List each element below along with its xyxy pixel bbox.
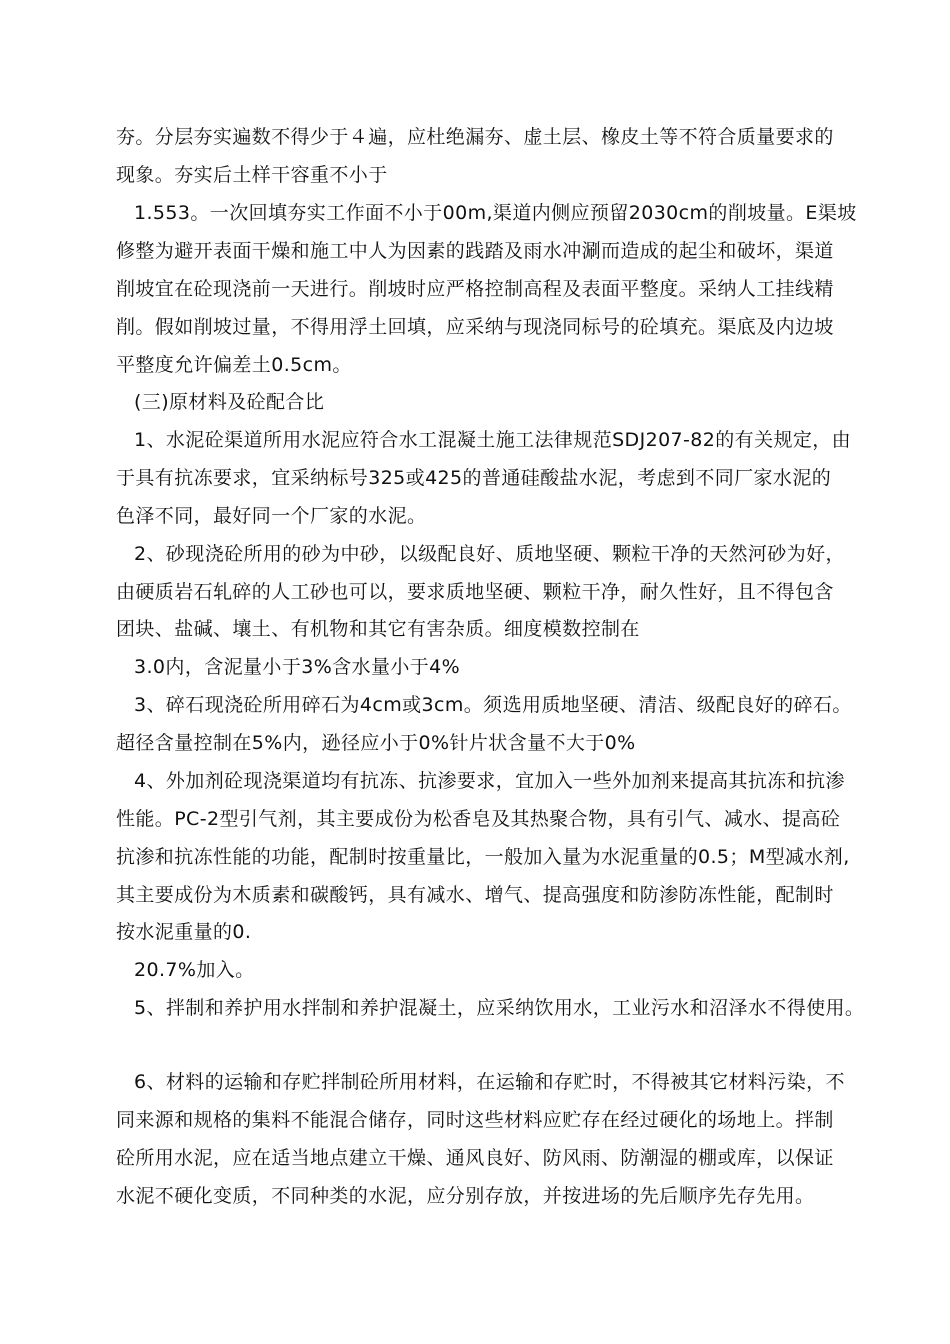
text-line: 砼所用水泥，应在适当地点建立干燥、通风良好、防风雨、防潮湿的棚或库，以保证 [116,1147,834,1169]
text-line: 其主要成份为木质素和碳酸钙，具有减水、增气、提高强度和防渗防冻性能，配制时 [116,884,834,906]
text-line: 20.7%加入。 [134,959,255,981]
text-line: 平整度允许偏差土0.5cm。 [116,354,352,376]
text-line: 水泥不硬化变质，不同种类的水泥，应分别存放，并按进场的先后顺序先存先用。 [116,1185,815,1207]
text-line: 于具有抗冻要求，宜采纳标号325或425的普通硅酸盐水泥，考虑到不同厂家水泥的 [116,467,832,489]
text-line: 色泽不同，最好同一个厂家的水泥。 [116,505,427,527]
text-line: 4、外加剂砼现浇渠道均有抗冻、抗渗要求，宜加入一些外加剂来提高其抗冻和抗渗 [134,770,845,792]
text-line: 由硬质岩石轧碎的人工砂也可以，要求质地坚硬、颗粒干净，耐久性好，且不得包含 [116,581,834,603]
text-line: 3、碎石现浇砼所用碎石为4cm或3cm。须选用质地坚硬、清洁、级配良好的碎石。 [134,694,852,716]
text-line: 修整为避开表面干燥和施工中人为因素的践踏及雨水冲涮而造成的起尘和破坏，渠道 [116,240,834,262]
text-line: 超径含量控制在5%内，逊径应小于0%针片状含量不大于0% [116,732,636,754]
text-line: 2、砂现浇砼所用的砂为中砂，以级配良好、质地坚硬、颗粒干净的天然河砂为好， [134,543,845,565]
text-line: 1.553。一次回填夯实工作面不小于00m,渠道内侧应预留2030cm的削坡量。E渠坡 [134,202,857,224]
text-line: 夯。分层夯实遍数不得少于４遍，应杜绝漏夯、虚土层、橡皮土等不符合质量要求的 [116,126,834,148]
section-heading: (三)原材料及砼配合比 [134,391,325,413]
text-line: 性能。PC-2型引气剂，其主要成份为松香皂及其热聚合物，具有引气、减水、提高砼 [116,808,841,830]
text-line: 按水泥重量的0. [116,921,252,943]
text-line: 6、材料的运输和存贮拌制砼所用材料，在运输和存贮时，不得被其它材料污染，不 [134,1071,845,1093]
text-line: 1、水泥砼渠道所用水泥应符合水工混凝土施工法律规范SDJ207-82的有关规定，由 [134,429,852,451]
text-line: 团块、盐碱、壤土、有机物和其它有害杂质。细度模数控制在 [116,618,640,640]
text-line: 同来源和规格的集料不能混合储存，同时这些材料应贮存在经过硬化的场地上。拌制 [116,1109,834,1131]
text-line: 现象。夯实后土样干容重不小于 [116,164,388,186]
text-line: 3.0内，含泥量小于3%含水量小于4% [134,656,461,678]
text-line: 削。假如削坡过量，不得用浮土回填，应采纳与现浇同标号的砼填充。渠底及内边坡 [116,316,834,338]
text-line: 5、拌制和养护用水拌制和养护混凝土，应采纳饮用水，工业污水和沼泽水不得使用。 [134,997,865,1019]
text-line: 抗渗和抗冻性能的功能，配制时按重量比，一般加入量为水泥重量的0.5；M型减水剂, [116,846,850,868]
text-line: 削坡宜在砼现浇前一天进行。削坡时应严格控制高程及表面平整度。采纳人工挂线精 [116,278,834,300]
